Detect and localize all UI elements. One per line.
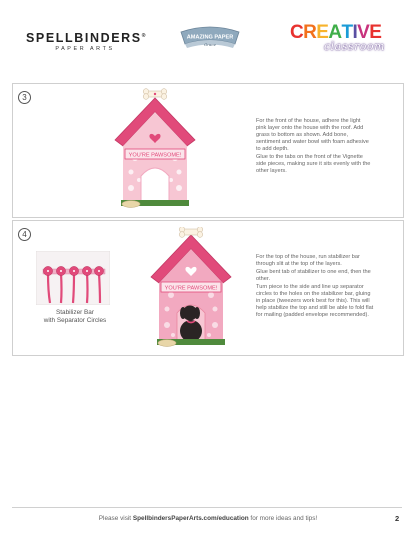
footer-text xyxy=(0,515,416,522)
creative-letter: R xyxy=(303,22,317,43)
svg-text:YOU'RE PAWSOME!: YOU'RE PAWSOME! xyxy=(164,285,218,292)
page-number: 2 xyxy=(395,514,400,523)
footer-divider xyxy=(12,507,402,508)
creative-letter: E xyxy=(369,22,382,43)
stabilizer-caption xyxy=(25,309,125,325)
svg-text:Grace: Grace xyxy=(203,42,217,47)
step-number: 3 xyxy=(18,91,31,104)
step-4-panel xyxy=(12,220,404,356)
instruction-paragraph: Turn piece to the side and line up separator circles to the holes on the stabilizer bar, gluing in place (tweezers work best for this). This will help stabilize the top and still be able to fold flat for mailing (padded envelope recommended). xyxy=(256,284,374,318)
spellbinders-logo xyxy=(26,30,148,53)
creative-letter: I xyxy=(352,22,358,43)
step-3-instructions xyxy=(256,118,372,176)
instruction-paragraph: Glue to the tabs on the front of the Vignette side pieces, making sure it sits evenly with the other layers. xyxy=(256,154,371,174)
instruction-paragraph: Glue bent tab of stabilizer to one end, then the other. xyxy=(256,269,371,282)
footer-prefix: Please visit xyxy=(98,515,133,522)
badge-graphic xyxy=(177,24,243,52)
step-4-instructions xyxy=(256,254,376,320)
creative-letter: C xyxy=(290,22,304,43)
caption-line: with Separator Circles xyxy=(43,317,107,324)
svg-text:YOU'RE PAWSOME!: YOU'RE PAWSOME! xyxy=(128,152,182,159)
classroom-word: classroom xyxy=(324,40,385,53)
dog-house-front-illustration xyxy=(105,88,205,214)
creative-classroom-logo xyxy=(290,23,394,55)
footer-suffix: for more ideas and tips! xyxy=(248,515,318,522)
amazing-paper-badge xyxy=(177,24,243,52)
creative-letter: E xyxy=(316,22,329,43)
education-link[interactable]: SpellbindersPaperArts.com/education xyxy=(132,515,249,522)
instruction-paragraph: For the top of the house, run stabilizer bar through slit at the top of the layers. xyxy=(256,254,360,267)
instruction-paragraph: For the front of the house, adhere the light pink layer onto the house with the roof. Add grass to bottom as shown. Add bone, sentiment and water bowl with foam adhesive to add depth. xyxy=(256,118,369,152)
stabilizer-bar-photo xyxy=(36,251,110,305)
brand-name: SPELLBINDERS® xyxy=(26,31,148,46)
step-number: 4 xyxy=(18,228,31,241)
creative-letter: T xyxy=(341,22,353,43)
brand-subtitle: PAPER ARTS xyxy=(55,46,115,53)
step-3-panel xyxy=(12,83,404,218)
caption-line: Stabilizer Bar xyxy=(55,309,94,316)
creative-letter: A xyxy=(328,22,342,43)
creative-letter: V xyxy=(357,22,370,43)
dog-house-with-dog-illustration xyxy=(141,227,241,353)
svg-text:AMAZING PAPER: AMAZING PAPER xyxy=(186,34,234,41)
